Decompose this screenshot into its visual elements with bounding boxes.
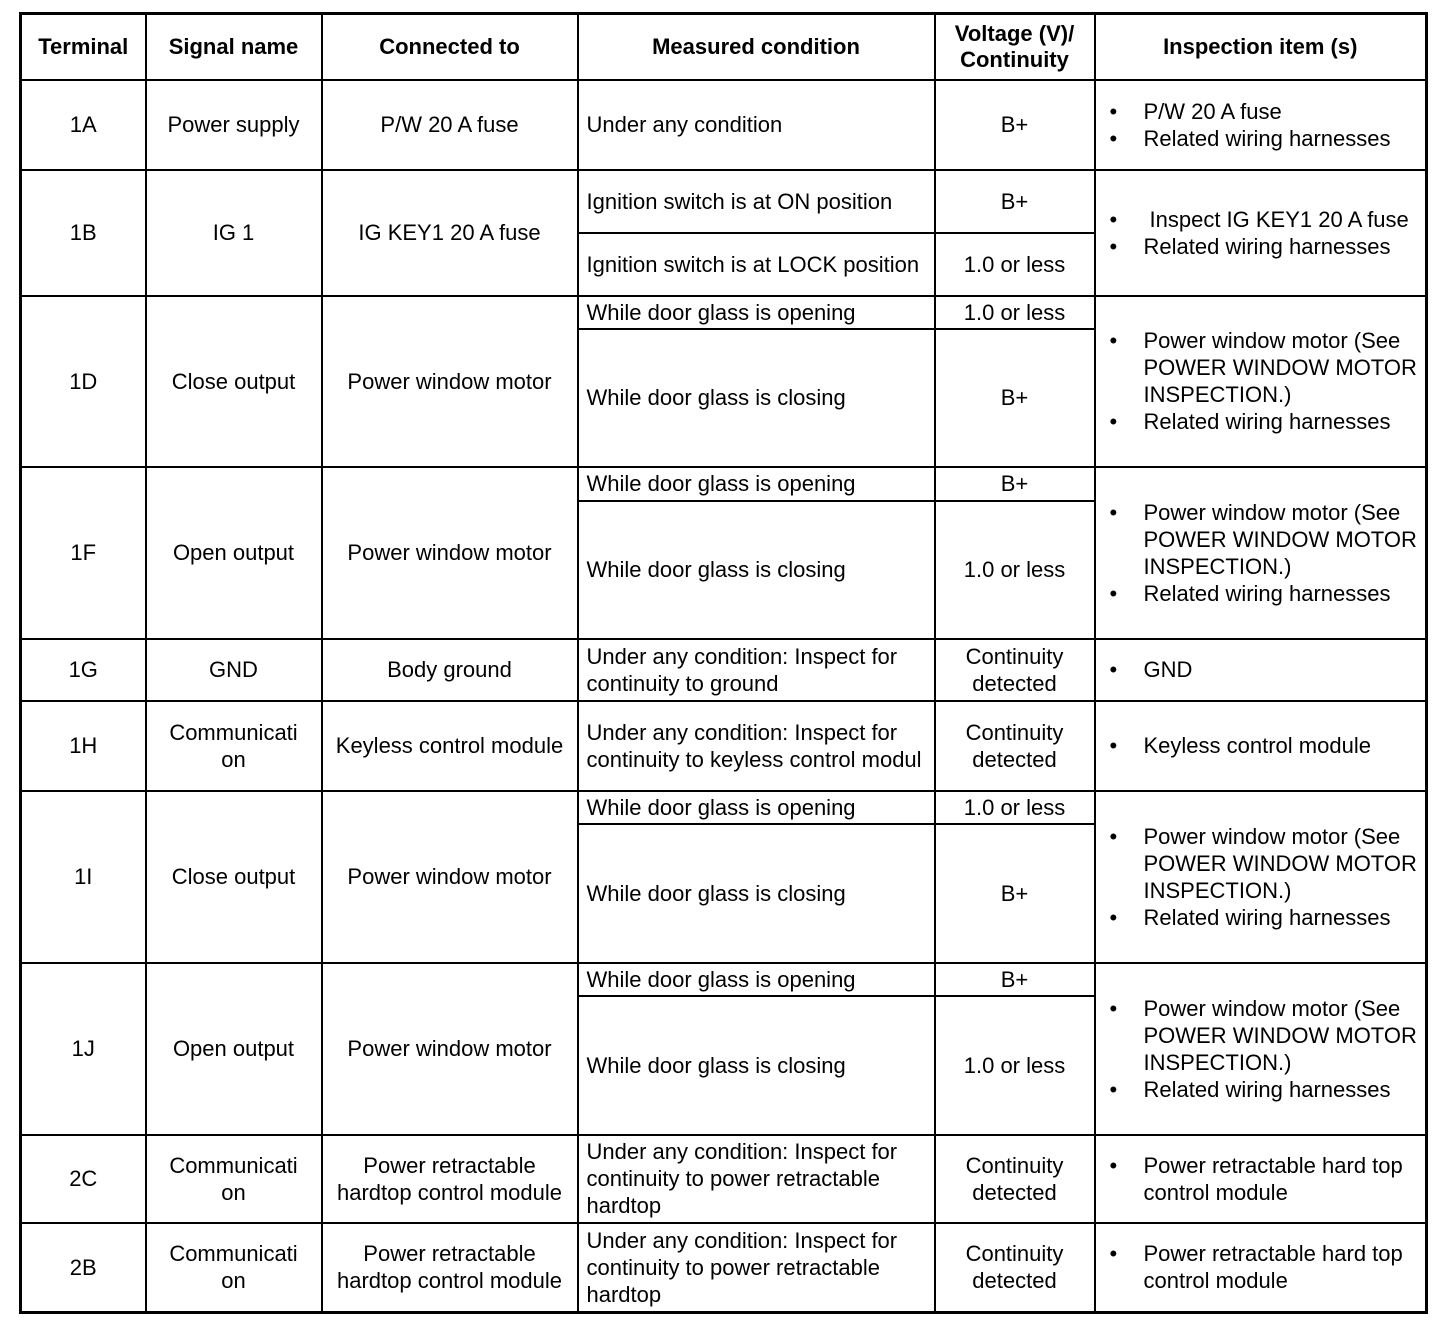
inspection-cell bbox=[1095, 467, 1427, 639]
voltage-cell: B+ bbox=[935, 467, 1095, 501]
voltage-cell: B+ bbox=[935, 963, 1095, 996]
voltage-cell: B+ bbox=[935, 80, 1095, 170]
terminal-cell: 1J bbox=[21, 963, 146, 1135]
inspection-item: • Power window motor (See POWER WINDOW MOTOR INSPECTION.) bbox=[1106, 823, 1418, 904]
inspection-cell bbox=[1095, 170, 1427, 296]
voltage-cell: Continuity detected bbox=[935, 1223, 1095, 1313]
header-voltage-continuity bbox=[935, 14, 1095, 80]
terminal-cell: 1H bbox=[21, 701, 146, 791]
inspection-item: • Inspect IG KEY1 20 A fuse bbox=[1106, 206, 1418, 233]
table-row bbox=[21, 639, 1427, 701]
voltage-cell: B+ bbox=[935, 170, 1095, 233]
voltage-cell: 1.0 or less bbox=[935, 501, 1095, 639]
terminal-cell: 1B bbox=[21, 170, 146, 296]
condition-cell: Under any condition: Inspect for continuity to ground bbox=[578, 639, 935, 701]
connected-cell: Power window motor bbox=[322, 467, 578, 639]
terminal-cell: 1A bbox=[21, 80, 146, 170]
inspection-list bbox=[1106, 206, 1418, 260]
connected-cell: IG KEY1 20 A fuse bbox=[322, 170, 578, 296]
signal-cell: IG 1 bbox=[146, 170, 322, 296]
inspection-item: • Keyless control module bbox=[1106, 732, 1418, 759]
signal-cell: GND bbox=[146, 639, 322, 701]
table-row bbox=[21, 701, 1427, 791]
connected-cell: P/W 20 A fuse bbox=[322, 80, 578, 170]
table-row bbox=[21, 80, 1427, 170]
table-row bbox=[21, 467, 1427, 501]
inspection-list bbox=[1106, 98, 1418, 152]
table-row bbox=[21, 1135, 1427, 1223]
inspection-cell bbox=[1095, 80, 1427, 170]
inspection-item: • Power window motor (See POWER WINDOW MOTOR INSPECTION.) bbox=[1106, 995, 1418, 1076]
header-row bbox=[21, 14, 1427, 80]
inspection-list bbox=[1106, 499, 1418, 607]
terminal-cell: 1D bbox=[21, 296, 146, 467]
inspection-cell bbox=[1095, 1135, 1427, 1223]
inspection-cell bbox=[1095, 296, 1427, 467]
terminal-cell: 2B bbox=[21, 1223, 146, 1313]
connected-cell: Power retractable hardtop control module bbox=[322, 1135, 578, 1223]
terminal-cell: 1G bbox=[21, 639, 146, 701]
connected-cell: Power window motor bbox=[322, 791, 578, 963]
header-connected-to: Connected to bbox=[322, 14, 578, 80]
signal-cell: Communicati on bbox=[146, 1135, 322, 1223]
header-voltage-line1: Voltage (V)/ bbox=[954, 20, 1075, 46]
terminal-cell: 2C bbox=[21, 1135, 146, 1223]
connected-cell: Body ground bbox=[322, 639, 578, 701]
voltage-cell: 1.0 or less bbox=[935, 791, 1095, 824]
condition-cell: While door glass is opening bbox=[578, 963, 935, 996]
voltage-cell: 1.0 or less bbox=[935, 996, 1095, 1135]
inspection-item: • Power window motor (See POWER WINDOW MOTOR INSPECTION.) bbox=[1106, 499, 1418, 580]
header-voltage-line2: Continuity bbox=[960, 46, 1069, 72]
inspection-cell bbox=[1095, 1223, 1427, 1313]
table-row bbox=[21, 963, 1427, 996]
voltage-cell: 1.0 or less bbox=[935, 296, 1095, 329]
inspection-item: • Power window motor (See POWER WINDOW MOTOR INSPECTION.) bbox=[1106, 327, 1418, 408]
signal-cell: Communicati on bbox=[146, 701, 322, 791]
header-inspection-items: Inspection item (s) bbox=[1095, 14, 1427, 80]
inspection-item: • P/W 20 A fuse bbox=[1106, 98, 1418, 125]
inspection-item: • Related wiring harnesses bbox=[1106, 580, 1418, 607]
inspection-list bbox=[1106, 1152, 1418, 1206]
table-row bbox=[21, 791, 1427, 824]
condition-cell: Under any condition bbox=[578, 80, 935, 170]
table-row bbox=[21, 1223, 1427, 1313]
signal-cell: Close output bbox=[146, 296, 322, 467]
inspection-cell bbox=[1095, 701, 1427, 791]
header-measured-condition: Measured condition bbox=[578, 14, 935, 80]
condition-cell: While door glass is closing bbox=[578, 329, 935, 467]
signal-cell: Open output bbox=[146, 467, 322, 639]
condition-cell: While door glass is closing bbox=[578, 824, 935, 963]
inspection-cell bbox=[1095, 791, 1427, 963]
signal-cell: Power supply bbox=[146, 80, 322, 170]
header-terminal: Terminal bbox=[21, 14, 146, 80]
terminal-cell: 1F bbox=[21, 467, 146, 639]
inspection-item: • GND bbox=[1106, 656, 1418, 683]
voltage-cell: Continuity detected bbox=[935, 701, 1095, 791]
condition-cell: Ignition switch is at LOCK position bbox=[578, 233, 935, 296]
condition-cell: While door glass is opening bbox=[578, 791, 935, 824]
condition-cell: Under any condition: Inspect for continuity to keyless control modul bbox=[578, 701, 935, 791]
terminal-cell: 1I bbox=[21, 791, 146, 963]
voltage-cell: B+ bbox=[935, 329, 1095, 467]
inspection-list bbox=[1106, 327, 1418, 435]
voltage-cell: Continuity detected bbox=[935, 639, 1095, 701]
inspection-cell bbox=[1095, 963, 1427, 1135]
voltage-cell: B+ bbox=[935, 824, 1095, 963]
inspection-item: • Power retractable hard top control module bbox=[1106, 1240, 1418, 1294]
inspection-item: • Related wiring harnesses bbox=[1106, 233, 1418, 260]
inspection-list bbox=[1106, 1240, 1418, 1294]
signal-cell: Communicati on bbox=[146, 1223, 322, 1313]
connected-cell: Power window motor bbox=[322, 296, 578, 467]
inspection-cell bbox=[1095, 639, 1427, 701]
voltage-cell: 1.0 or less bbox=[935, 233, 1095, 296]
inspection-item: • Related wiring harnesses bbox=[1106, 904, 1418, 931]
inspection-list bbox=[1106, 656, 1418, 683]
terminal-inspection-table bbox=[19, 12, 1428, 1314]
connected-cell: Power retractable hardtop control module bbox=[322, 1223, 578, 1313]
condition-cell: While door glass is closing bbox=[578, 501, 935, 639]
inspection-item: • Related wiring harnesses bbox=[1106, 1076, 1418, 1103]
condition-cell: While door glass is opening bbox=[578, 296, 935, 329]
condition-cell: Under any condition: Inspect for continuity to power retractable hardtop bbox=[578, 1135, 935, 1223]
inspection-item: • Related wiring harnesses bbox=[1106, 408, 1418, 435]
table-row bbox=[21, 170, 1427, 233]
inspection-list bbox=[1106, 823, 1418, 931]
connected-cell: Power window motor bbox=[322, 963, 578, 1135]
condition-cell: While door glass is opening bbox=[578, 467, 935, 501]
signal-cell: Close output bbox=[146, 791, 322, 963]
table-row bbox=[21, 296, 1427, 329]
inspection-list bbox=[1106, 995, 1418, 1103]
inspection-item: • Power retractable hard top control module bbox=[1106, 1152, 1418, 1206]
voltage-cell: Continuity detected bbox=[935, 1135, 1095, 1223]
condition-cell: While door glass is closing bbox=[578, 996, 935, 1135]
connected-cell: Keyless control module bbox=[322, 701, 578, 791]
condition-cell: Ignition switch is at ON position bbox=[578, 170, 935, 233]
condition-cell: Under any condition: Inspect for continuity to power retractable hardtop bbox=[578, 1223, 935, 1313]
signal-cell: Open output bbox=[146, 963, 322, 1135]
inspection-item: • Related wiring harnesses bbox=[1106, 125, 1418, 152]
inspection-list bbox=[1106, 732, 1418, 759]
header-signal-name: Signal name bbox=[146, 14, 322, 80]
